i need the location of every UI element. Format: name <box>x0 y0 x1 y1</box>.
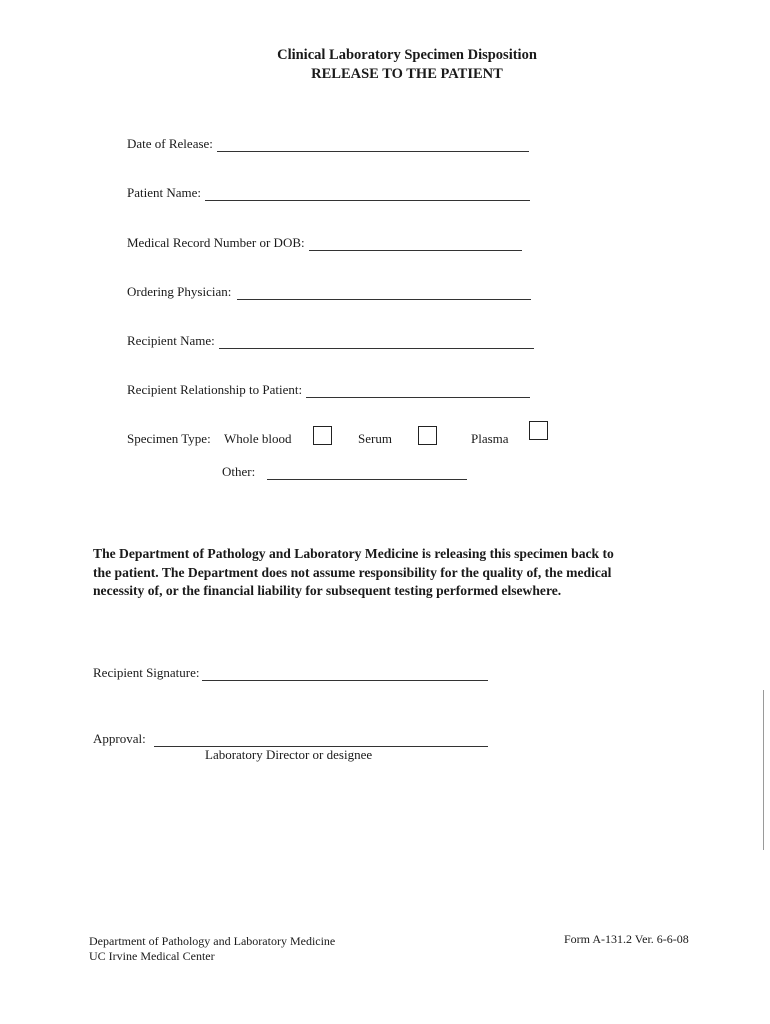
footer-center: UC Irvine Medical Center <box>89 949 215 963</box>
patient-name-field[interactable] <box>205 187 530 201</box>
serum-label: Serum <box>358 431 392 446</box>
approval-caption: Laboratory Director or designee <box>205 747 373 762</box>
serum-checkbox[interactable] <box>418 426 437 445</box>
approval-signature-field[interactable] <box>154 733 488 747</box>
recipient-name-field[interactable] <box>219 335 534 349</box>
patient-name-row <box>127 185 530 201</box>
mrn-dob-row <box>127 235 522 251</box>
other-label: Other: <box>222 464 256 479</box>
form-title: Clinical Laboratory Specimen Disposition <box>277 47 537 63</box>
footer-left <box>89 934 335 964</box>
approval-label: Approval: <box>93 731 146 746</box>
disclaimer-line-1: The Department of Pathology and Laboratory Medicine is releasing this specimen back to <box>93 546 614 561</box>
form-header <box>0 46 770 84</box>
whole-blood-checkbox[interactable] <box>313 426 332 445</box>
recipient-name-row <box>127 333 534 349</box>
date-of-release-row <box>127 136 529 152</box>
recipient-signature-field[interactable] <box>202 667 488 681</box>
recipient-relationship-label: Recipient Relationship to Patient: <box>127 382 303 397</box>
form-subtitle: RELEASE TO THE PATIENT <box>311 66 503 82</box>
recipient-signature-label: Recipient Signature: <box>93 665 200 680</box>
patient-name-label: Patient Name: <box>127 185 202 200</box>
plasma-checkbox[interactable] <box>529 421 548 440</box>
disclaimer-line-3: necessity of, or the financial liability for subsequent testing performed elsewhere. <box>93 583 562 598</box>
mrn-dob-field[interactable] <box>309 237 522 251</box>
recipient-relationship-field[interactable] <box>306 384 530 398</box>
disclaimer-text <box>93 545 703 601</box>
other-row <box>222 464 467 480</box>
date-of-release-label: Date of Release: <box>127 136 213 151</box>
disclaimer-line-2: the patient. The Department does not assume responsibility for the quality of, the medical <box>93 564 612 580</box>
specimen-type-label: Specimen Type: <box>127 431 211 446</box>
recipient-relationship-row <box>127 382 530 398</box>
recipient-signature-row <box>93 665 488 681</box>
ordering-physician-row <box>127 284 531 300</box>
ordering-physician-label: Ordering Physician: <box>127 284 232 299</box>
approval-row <box>93 731 488 747</box>
page-edge-mark <box>763 690 764 850</box>
recipient-name-label: Recipient Name: <box>127 333 215 348</box>
ordering-physician-field[interactable] <box>237 286 531 300</box>
mrn-dob-label: Medical Record Number or DOB: <box>127 235 305 250</box>
footer-form-id: Form A-131.2 Ver. 6-6-08 <box>564 932 689 946</box>
other-field[interactable] <box>267 466 467 480</box>
whole-blood-label: Whole blood <box>224 431 292 446</box>
footer-department: Department of Pathology and Laboratory Medicine <box>89 934 336 948</box>
plasma-label: Plasma <box>471 431 509 446</box>
date-of-release-field[interactable] <box>217 138 529 152</box>
